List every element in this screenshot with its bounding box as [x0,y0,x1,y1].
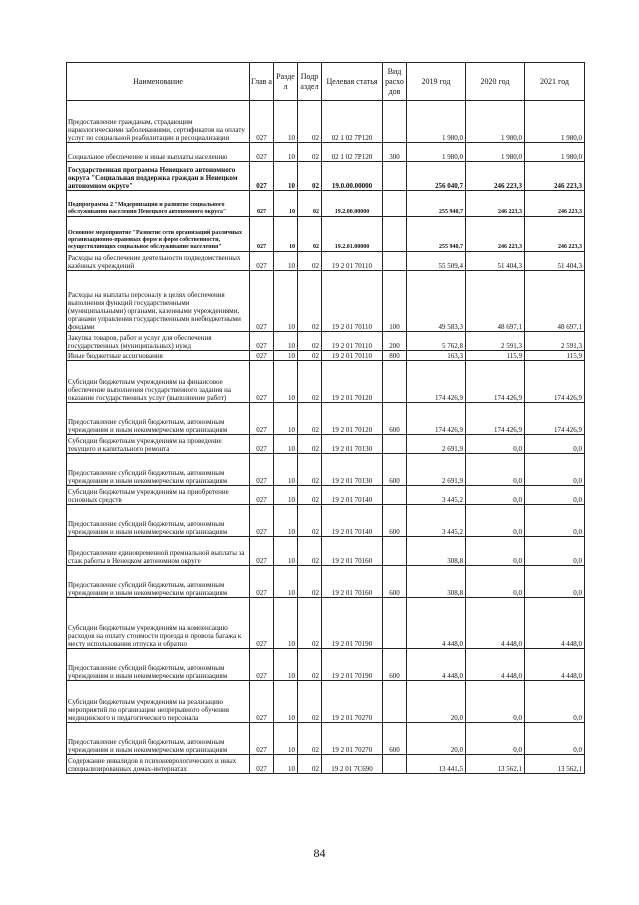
row-glava: 027 [250,649,274,681]
row-razdel: 10 [274,505,298,537]
row-glava: 027 [250,403,274,435]
budget-table [66,62,585,774]
row-podrazdel: 02 [298,723,322,755]
header-2020: 2020 год [466,63,525,101]
row-razdel: 10 [274,351,298,361]
row-target: 19 2 01 70130 [322,435,383,454]
row-2021: 4 448,0 [525,649,585,681]
row-podrazdel: 02 [298,351,322,361]
row-razdel: 10 [274,435,298,454]
row-2019: 308,8 [407,537,466,566]
row-2021: 174 426,9 [525,361,585,403]
row-2021: 0,0 [525,486,585,505]
row-podrazdel: 02 [298,191,322,217]
table-row [67,505,585,537]
table-row [67,217,585,252]
row-2020: 246 223,3 [466,217,525,252]
row-name: Предоставление субсидий бюджетным, автономным учреждениям и иным некоммерческим организациям [67,649,250,681]
row-razdel: 10 [274,454,298,486]
table-row [67,681,585,723]
row-podrazdel: 02 [298,537,322,566]
row-vid [383,755,407,774]
row-vid: 600 [383,566,407,598]
row-2020: 4 448,0 [466,649,525,681]
row-target: 19 2 01 70110 [322,332,383,351]
row-2020: 115,9 [466,351,525,361]
row-2020: 0,0 [466,723,525,755]
table-row [67,361,585,403]
table-row [67,191,585,217]
row-name: Расходы на обеспечение деятельности подведомственных казённых учреждений [67,252,250,271]
row-target: 19 2 01 70160 [322,537,383,566]
row-razdel: 10 [274,537,298,566]
row-name: Субсидии бюджетным учреждениям на реализацию мероприятий по организации непрерывного обучения медицинского и педагогического персонала [67,681,250,723]
row-2019: 255 940,7 [407,191,466,217]
row-podrazdel: 02 [298,162,322,191]
row-2021: 0,0 [525,505,585,537]
row-target: 19 2 01 70160 [322,566,383,598]
row-2020: 1 980,0 [466,143,525,162]
row-2019: 174 426,9 [407,361,466,403]
row-name: Содержание инвалидов в психоневрологических и иных специализированных домах-интернатах [67,755,250,774]
row-vid: 600 [383,403,407,435]
row-name: Предоставление субсидий бюджетным, автономным учреждениям и иным некоммерческим организациям [67,723,250,755]
row-podrazdel: 02 [298,454,322,486]
row-vid [383,162,407,191]
row-2021: 0,0 [525,435,585,454]
row-podrazdel: 02 [298,403,322,435]
table-row [67,403,585,435]
header-2021: 2021 год [525,63,585,101]
row-glava: 027 [250,101,274,143]
row-target: 19.2.00.00000 [322,191,383,217]
row-glava: 027 [250,681,274,723]
row-2021: 13 562,1 [525,755,585,774]
row-2019: 256 040,7 [407,162,466,191]
header-glava: Глав а [250,63,274,101]
row-glava: 027 [250,217,274,252]
table-row [67,162,585,191]
table-row [67,332,585,351]
row-target: 19 2 01 70110 [322,351,383,361]
row-2021: 0,0 [525,723,585,755]
row-name: Иные бюджетные ассигнования [67,351,250,361]
row-name: Расходы на выплаты персоналу в целях обеспечения выполнения функций государственными (муниципальными) органами, казенными учреждениями, органами управления государственными внебюджетными фондами [67,271,250,332]
row-vid: 600 [383,454,407,486]
row-razdel: 10 [274,332,298,351]
row-2019: 13 441,5 [407,755,466,774]
row-target: 19 2 01 70190 [322,598,383,649]
row-vid [383,598,407,649]
row-2021: 2 591,3 [525,332,585,351]
row-target: 19.2.01.00000 [322,217,383,252]
row-glava: 027 [250,162,274,191]
row-razdel: 10 [274,755,298,774]
row-vid: 600 [383,649,407,681]
table-row [67,252,585,271]
row-target: 19.0.00.00000 [322,162,383,191]
row-2019: 20,0 [407,681,466,723]
row-name: Основное мероприятие "Развитие сети организаций различных организационно-правовых форм и форм собственности, осуществляющих социальное обслуживание населения" [67,217,250,252]
row-razdel: 10 [274,143,298,162]
row-2021: 246 223,3 [525,217,585,252]
table-row [67,271,585,332]
row-vid [383,361,407,403]
row-glava: 027 [250,252,274,271]
row-vid [383,681,407,723]
row-podrazdel: 02 [298,361,322,403]
row-name: Субсидии бюджетным учреждениям на компенсацию расходов на оплату стоимости проезда и провоза багажа к месту использования отпуска и обратно [67,598,250,649]
row-2020: 174 426,9 [466,403,525,435]
row-2021: 1 980,0 [525,143,585,162]
row-name: Предоставление субсидий бюджетным, автономным учреждениям и иным некоммерческим организациям [67,505,250,537]
row-2019: 163,3 [407,351,466,361]
row-razdel: 10 [274,191,298,217]
row-name: Подпрограмма 2 "Модернизация и развитие социального обслуживания населения Ненецкого автономного округа" [67,191,250,217]
row-podrazdel: 02 [298,486,322,505]
row-target: 02 1 02 7P120 [322,101,383,143]
row-target: 19 2 01 70120 [322,403,383,435]
row-2020: 0,0 [466,435,525,454]
row-podrazdel: 02 [298,566,322,598]
row-2019: 3 445,2 [407,486,466,505]
row-glava: 027 [250,486,274,505]
row-podrazdel: 02 [298,435,322,454]
row-2021: 0,0 [525,681,585,723]
row-vid [383,537,407,566]
row-glava: 027 [250,361,274,403]
row-2019: 2 691,9 [407,435,466,454]
row-target: 19 2 01 70120 [322,361,383,403]
row-2020: 2 591,3 [466,332,525,351]
row-2021: 1 980,0 [525,101,585,143]
row-podrazdel: 02 [298,755,322,774]
row-target: 19 2 01 70110 [322,271,383,332]
row-2020: 48 697,1 [466,271,525,332]
row-2019: 308,8 [407,566,466,598]
row-vid: 600 [383,505,407,537]
row-podrazdel: 02 [298,598,322,649]
row-2021: 246 223,3 [525,162,585,191]
table-row [67,566,585,598]
row-name: Субсидии бюджетным учреждениям на приобретение основных средств [67,486,250,505]
row-vid [383,486,407,505]
page-number: 84 [313,846,326,860]
row-2019: 5 762,8 [407,332,466,351]
row-target: 19 2 01 70140 [322,505,383,537]
row-razdel: 10 [274,217,298,252]
row-glava: 027 [250,435,274,454]
row-vid: 100 [383,271,407,332]
header-razdel: Разде л [274,63,298,101]
row-2020: 4 448,0 [466,598,525,649]
row-name: Субсидии бюджетным учреждениям на финансовое обеспечение выполнения государственного задания на оказание государственных услуг (выполнение работ) [67,361,250,403]
table-row [67,649,585,681]
row-vid [383,252,407,271]
header-target: Целевая статья [322,63,383,101]
row-target: 19 2 01 70270 [322,681,383,723]
row-name: Государственная программа Ненецкого автономного округа "Социальная поддержка граждан в Ненецком автономном округе" [67,162,250,191]
table-header [67,63,585,101]
row-2020: 1 980,0 [466,101,525,143]
row-razdel: 10 [274,271,298,332]
row-vid: 200 [383,332,407,351]
row-name: Субсидии бюджетным учреждениям на проведение текущего и капитального ремонта [67,435,250,454]
row-2021: 0,0 [525,454,585,486]
row-glava: 027 [250,143,274,162]
row-2019: 4 448,0 [407,598,466,649]
row-podrazdel: 02 [298,505,322,537]
header-vid: Вид расхо дов [383,63,407,101]
row-2019: 255 940,7 [407,217,466,252]
table-row [67,537,585,566]
row-podrazdel: 02 [298,681,322,723]
row-2020: 0,0 [466,505,525,537]
row-razdel: 10 [274,162,298,191]
row-glava: 027 [250,598,274,649]
row-vid [383,101,407,143]
row-2020: 0,0 [466,681,525,723]
row-2019: 4 448,0 [407,649,466,681]
row-name: Предоставление субсидий бюджетным, автономным учреждениям и иным некоммерческим организациям [67,566,250,598]
row-glava: 027 [250,566,274,598]
row-2019: 2 691,9 [407,454,466,486]
row-2019: 174 426,9 [407,403,466,435]
row-glava: 027 [250,271,274,332]
row-2021: 4 448,0 [525,598,585,649]
row-target: 19 2 01 70140 [322,486,383,505]
row-podrazdel: 02 [298,217,322,252]
row-2021: 51 404,3 [525,252,585,271]
row-podrazdel: 02 [298,271,322,332]
row-podrazdel: 02 [298,332,322,351]
table-row [67,723,585,755]
row-vid: 800 [383,351,407,361]
row-razdel: 10 [274,649,298,681]
row-2019: 55 509,4 [407,252,466,271]
row-glava: 027 [250,505,274,537]
row-2021: 246 223,3 [525,191,585,217]
row-razdel: 10 [274,598,298,649]
header-2019: 2019 год [407,63,466,101]
row-2021: 0,0 [525,537,585,566]
row-name: Предоставление гражданам, страдающим наркологическими заболеваниями, сертификатов на оплату услуг по социальной реабилитации и ресоциализации [67,101,250,143]
row-razdel: 10 [274,403,298,435]
table-row [67,755,585,774]
row-target: 19 2 01 7C690 [322,755,383,774]
table-row [67,101,585,143]
row-glava: 027 [250,332,274,351]
table-row [67,435,585,454]
row-2021: 174 426,9 [525,403,585,435]
row-2019: 3 445,2 [407,505,466,537]
header-podrazdel: Подр аздел [298,63,322,101]
row-2021: 0,0 [525,566,585,598]
row-vid: 600 [383,723,407,755]
row-2020: 246 223,3 [466,191,525,217]
row-glava: 027 [250,454,274,486]
row-razdel: 10 [274,252,298,271]
row-name: Предоставление единовременной премиальной выплаты за стаж работы в Ненецком автономном округе [67,537,250,566]
row-vid [383,435,407,454]
row-2020: 51 404,3 [466,252,525,271]
row-glava: 027 [250,191,274,217]
row-2020: 0,0 [466,454,525,486]
row-2020: 174 426,9 [466,361,525,403]
row-target: 19 2 01 70130 [322,454,383,486]
row-razdel: 10 [274,681,298,723]
row-target: 19 2 01 70110 [322,252,383,271]
row-glava: 027 [250,755,274,774]
row-podrazdel: 02 [298,649,322,681]
row-target: 19 2 01 70190 [322,649,383,681]
header-name: Наименование [67,63,250,101]
row-2020: 13 562,1 [466,755,525,774]
row-2019: 1 980,0 [407,101,466,143]
row-2020: 246 223,3 [466,162,525,191]
table-row [67,454,585,486]
row-glava: 027 [250,723,274,755]
table-row [67,598,585,649]
table-row [67,351,585,361]
table-row [67,143,585,162]
row-name: Предоставление субсидий бюджетным, автономным учреждениям и иным некоммерческим организациям [67,454,250,486]
row-2021: 48 697,1 [525,271,585,332]
row-name: Социальное обеспечение и иные выплаты населению [67,143,250,162]
row-podrazdel: 02 [298,101,322,143]
row-razdel: 10 [274,361,298,403]
row-podrazdel: 02 [298,252,322,271]
row-podrazdel: 02 [298,143,322,162]
row-target: 02 1 02 7P120 [322,143,383,162]
table-body [67,101,585,774]
row-razdel: 10 [274,486,298,505]
row-name: Закупка товаров, работ и услуг для обеспечения государственных (муниципальных) нужд [67,332,250,351]
row-vid [383,217,407,252]
row-2021: 115,9 [525,351,585,361]
row-2019: 49 583,3 [407,271,466,332]
row-glava: 027 [250,351,274,361]
row-razdel: 10 [274,723,298,755]
row-vid [383,191,407,217]
row-razdel: 10 [274,101,298,143]
row-2020: 0,0 [466,486,525,505]
row-vid: 300 [383,143,407,162]
row-name: Предоставление субсидий бюджетным, автономным учреждениям и иным некоммерческим организациям [67,403,250,435]
row-glava: 027 [250,537,274,566]
row-razdel: 10 [274,566,298,598]
row-2020: 0,0 [466,537,525,566]
row-2019: 20,0 [407,723,466,755]
table-row [67,486,585,505]
row-target: 19 2 01 70270 [322,723,383,755]
row-2019: 1 980,0 [407,143,466,162]
row-2020: 0,0 [466,566,525,598]
